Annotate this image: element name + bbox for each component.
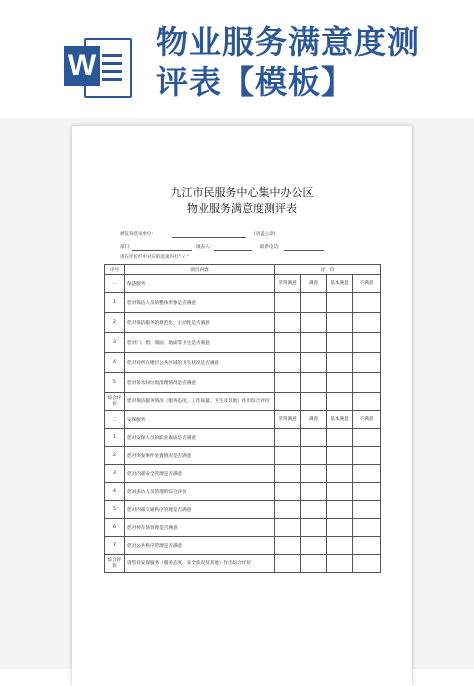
rating-checkbox-cell[interactable]	[353, 393, 381, 411]
word-document-icon	[64, 34, 130, 98]
rating-checkbox-cell[interactable]	[353, 483, 381, 501]
item-text: 您对停车场管理是否满意	[125, 519, 275, 537]
surveyed-unit-underline	[172, 237, 246, 238]
item-number: 4	[105, 483, 125, 501]
rating-checkbox-cell[interactable]	[275, 293, 301, 313]
section-number: 二	[105, 411, 125, 429]
table-row	[105, 447, 381, 465]
rating-checkbox-cell[interactable]	[275, 393, 301, 411]
rating-checkbox-cell[interactable]	[301, 393, 327, 411]
filler-label: 填表人:	[196, 245, 212, 250]
dept-underline	[132, 250, 192, 251]
rating-checkbox-cell[interactable]	[353, 353, 381, 373]
rating-checkbox-cell[interactable]	[353, 519, 381, 537]
rating-checkbox-cell[interactable]	[301, 555, 327, 573]
rating-checkbox-cell[interactable]	[275, 519, 301, 537]
item-text: 您对公共秩序管理是否满意	[125, 537, 275, 555]
rating-checkbox-cell[interactable]	[275, 555, 301, 573]
item-text: 您对保洁服务的规范化、主动性是否满意	[125, 313, 275, 333]
section-name: 安保服务	[125, 411, 275, 429]
form-title: 物业服务满意度测评表	[187, 202, 297, 215]
rating-header-unsatisfied: 不满意	[353, 275, 381, 293]
rating-header-satisfied: 满意	[301, 411, 327, 429]
rating-checkbox-cell[interactable]	[327, 353, 353, 373]
rating-checkbox-cell[interactable]	[327, 447, 353, 465]
rating-checkbox-cell[interactable]	[327, 429, 353, 447]
item-number: 6	[105, 519, 125, 537]
section-number: 一	[105, 275, 125, 293]
table-row	[105, 333, 381, 353]
rating-checkbox-cell[interactable]	[353, 537, 381, 555]
rating-checkbox-cell[interactable]	[301, 429, 327, 447]
item-number: 4	[105, 353, 125, 373]
rating-checkbox-cell[interactable]	[301, 333, 327, 353]
rating-checkbox-cell[interactable]	[275, 429, 301, 447]
rating-checkbox-cell[interactable]	[275, 373, 301, 393]
section-name: 保洁服务	[125, 275, 275, 293]
item-number: 1	[105, 429, 125, 447]
table-row	[105, 483, 381, 501]
item-number: 3	[105, 465, 125, 483]
table-row	[105, 501, 381, 519]
header-seq: 序号	[105, 265, 125, 275]
section-header-row	[105, 275, 381, 293]
rating-header-basic-satisfied: 基本满意	[327, 275, 353, 293]
rating-checkbox-cell[interactable]	[327, 501, 353, 519]
rating-checkbox-cell[interactable]	[301, 483, 327, 501]
rating-checkbox-cell[interactable]	[353, 501, 381, 519]
item-number: 5	[105, 501, 125, 519]
rating-checkbox-cell[interactable]	[327, 483, 353, 501]
stamp-note: (请盖公章)	[254, 232, 276, 237]
rating-checkbox-cell[interactable]	[353, 333, 381, 353]
item-text: 您对茶水间垃圾清理情况是否满意	[125, 373, 275, 393]
rating-checkbox-cell[interactable]	[327, 293, 353, 313]
rating-checkbox-cell[interactable]	[275, 447, 301, 465]
preview-stage	[0, 118, 474, 669]
rating-checkbox-cell[interactable]	[301, 501, 327, 519]
rating-checkbox-cell[interactable]	[327, 313, 353, 333]
item-number: 7	[105, 537, 125, 555]
rating-checkbox-cell[interactable]	[353, 313, 381, 333]
rating-header-satisfied: 满意	[301, 275, 327, 293]
table-row	[105, 465, 381, 483]
page-title-line2: 评表【模板】	[156, 63, 355, 101]
rating-checkbox-cell[interactable]	[301, 313, 327, 333]
rating-checkbox-cell[interactable]	[275, 483, 301, 501]
table-row	[105, 353, 381, 373]
rating-checkbox-cell[interactable]	[301, 353, 327, 373]
item-text: 您对突发事件处置情况是否满意	[125, 447, 275, 465]
item-text: 您对来访人员管理的综合评价	[125, 483, 275, 501]
rating-checkbox-cell[interactable]	[353, 447, 381, 465]
item-text: 您对内部交通秩序管理是否满意	[125, 501, 275, 519]
table-row	[105, 293, 381, 313]
item-number: 1	[105, 293, 125, 313]
rating-checkbox-cell[interactable]	[275, 537, 301, 555]
table-header-row	[105, 265, 381, 275]
rating-checkbox-cell[interactable]	[275, 333, 301, 353]
surveyed-unit-label: 被征询意见单位:	[120, 232, 154, 237]
rating-header-very-satisfied: 非常满意	[275, 411, 301, 429]
header-evaluation: 评 价	[275, 265, 381, 275]
summary-row	[105, 555, 381, 573]
survey-table	[104, 264, 381, 573]
item-text: 您对对所在楼层公共区域的卫生状况是否满意	[125, 353, 275, 373]
filler-underline	[214, 250, 252, 251]
rating-checkbox-cell[interactable]	[353, 555, 381, 573]
table-row	[105, 519, 381, 537]
dept-label: 部门:	[120, 245, 131, 250]
item-number: 2	[105, 447, 125, 465]
rating-checkbox-cell[interactable]	[327, 393, 353, 411]
icon-line	[102, 62, 122, 65]
rating-header-unsatisfied: 不满意	[353, 411, 381, 429]
summary-text: 您对保洁服务情况（服务态度、工作质量、卫生及其他）作出综合评价	[125, 393, 275, 411]
rating-checkbox-cell[interactable]	[275, 501, 301, 519]
rating-checkbox-cell[interactable]	[301, 519, 327, 537]
rating-checkbox-cell[interactable]	[327, 333, 353, 353]
page-title-line1: 物业服务满意度测	[156, 23, 421, 61]
summary-row	[105, 393, 381, 411]
rating-checkbox-cell[interactable]	[301, 373, 327, 393]
header-banner	[0, 0, 474, 118]
item-text: 您对门、窗、墙面、地面等卫生是否满意	[125, 333, 275, 353]
rating-checkbox-cell[interactable]	[301, 293, 327, 313]
header-item: 项目内容	[125, 265, 275, 275]
icon-line	[102, 54, 122, 57]
item-text: 您对安保人员的职业素质是否满意	[125, 429, 275, 447]
summary-label: 综合评价	[105, 555, 125, 573]
rating-checkbox-cell[interactable]	[353, 429, 381, 447]
phone-underline	[284, 250, 324, 251]
icon-line	[102, 70, 122, 73]
summary-label: 综合评价	[105, 393, 125, 411]
table-row	[105, 429, 381, 447]
rating-checkbox-cell[interactable]	[301, 465, 327, 483]
rating-checkbox-cell[interactable]	[327, 465, 353, 483]
table-row	[105, 537, 381, 555]
rating-checkbox-cell[interactable]	[353, 373, 381, 393]
word-letter-badge: W	[64, 46, 100, 86]
summary-text: 请您对安保服务（服务态度、安全状况及其他）作出综合评价	[125, 555, 275, 573]
table-row	[105, 373, 381, 393]
rating-checkbox-cell[interactable]	[327, 373, 353, 393]
section-header-row	[105, 411, 381, 429]
item-number: 2	[105, 313, 125, 333]
icon-line	[102, 78, 122, 81]
rating-checkbox-cell[interactable]	[327, 555, 353, 573]
org-name: 九江市民服务中心集中办公区	[170, 186, 314, 199]
rating-checkbox-cell[interactable]	[353, 293, 381, 313]
table-row	[105, 313, 381, 333]
rating-header-very-satisfied: 非常满意	[275, 275, 301, 293]
rating-checkbox-cell[interactable]	[275, 465, 301, 483]
phone-label: 联系电话:	[260, 245, 280, 250]
item-text: 您对保洁人员的整体形象是否满意	[125, 293, 275, 313]
document-page	[72, 126, 412, 686]
rating-checkbox-cell[interactable]	[275, 313, 301, 333]
rating-checkbox-cell[interactable]	[327, 537, 353, 555]
item-number: 3	[105, 333, 125, 353]
item-text: 您对内部安全管理是否满意	[125, 465, 275, 483]
rating-checkbox-cell[interactable]	[275, 353, 301, 373]
item-number: 5	[105, 373, 125, 393]
rating-checkbox-cell[interactable]	[301, 447, 327, 465]
rating-checkbox-cell[interactable]	[353, 465, 381, 483]
rating-header-basic-satisfied: 基本满意	[327, 411, 353, 429]
instruction-text: 请在评价栏中对应的选项内打“ √ ”	[120, 255, 189, 260]
rating-checkbox-cell[interactable]	[327, 519, 353, 537]
rating-checkbox-cell[interactable]	[301, 537, 327, 555]
